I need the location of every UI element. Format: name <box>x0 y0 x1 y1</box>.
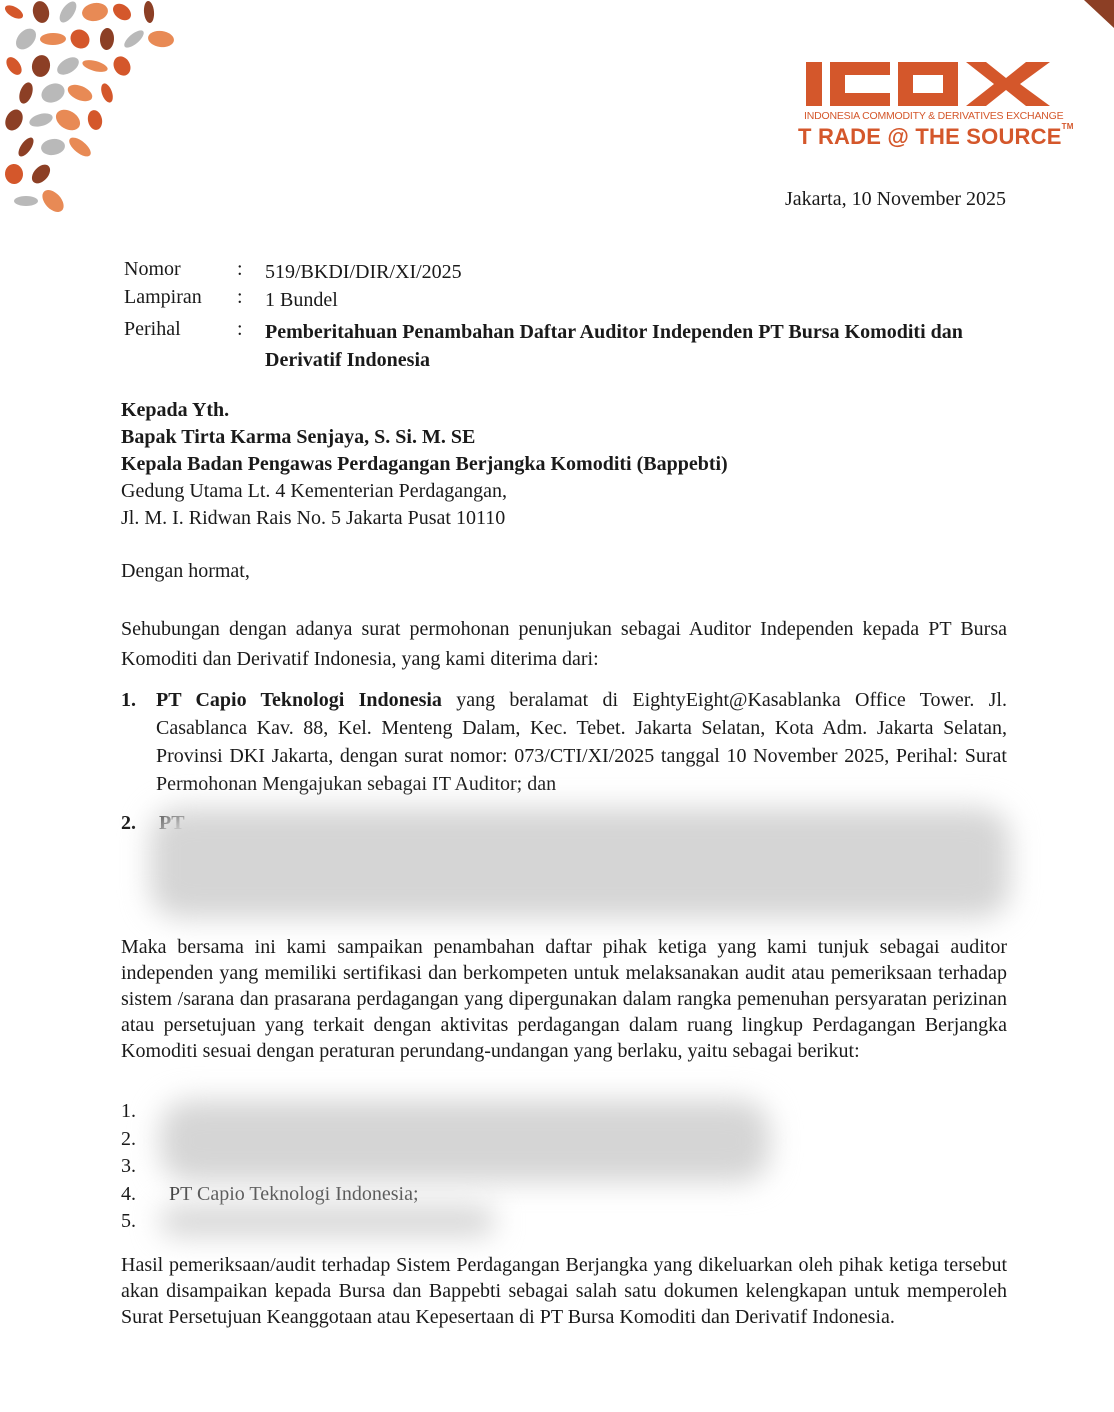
decorative-leaf-pattern <box>0 0 190 225</box>
decorative-leaf <box>54 54 82 79</box>
closing-paragraph: Hasil pemeriksaan/audit terhadap Sistem Perdagangan Berjangka yang dikeluarkan oleh pihak ketiga tersebut akan disampaikan kepada Bursa dan Bappebti sebagai salah satu dokumen kelengkapan untuk memperoleh Surat Persetujuan Keanggotaan atau Kepesertaan di PT Bursa Komoditi dan Derivatif Indonesia. <box>121 1254 1007 1328</box>
list-number: 1. <box>121 1100 136 1122</box>
decorative-leaf <box>16 135 37 159</box>
letter-date: Jakarta, 10 November 2025 <box>784 188 1006 210</box>
applicant-details: yang beralamat di EightyEight@Kasablanka Office Tower. Jl. Casablanca Kav. 88, Kel. Menteng Dalam, Kec. Tebet. Jakarta Selatan, Kota Adm. Jakarta Selatan, Provinsi DKI Jakarta, dengan surat nomor: 073/CTI/XI/2025 tanggal 10 November 2025, Perihal: Surat Permohonan Mengajukan sebagai IT Auditor; dan <box>156 689 1007 795</box>
decorative-leaf <box>56 0 79 25</box>
decorative-leaf <box>40 137 66 156</box>
recipient-name: Bapak Tirta Karma Senjaya, S. Si. M. SE <box>121 426 476 448</box>
recipient-block <box>121 397 728 532</box>
meta-value: 1 Bundel <box>265 289 338 311</box>
decorative-leaf <box>3 54 24 77</box>
redacted-auditors-1-3 <box>160 1100 770 1182</box>
meta-label: Nomor <box>124 258 181 280</box>
recipient-salutation: Kepada Yth. <box>121 399 230 421</box>
auditor-intro-paragraph: Maka bersama ini kami sampaikan penambahan daftar pihak ketiga yang kami tunjuk sebagai auditor independen yang memiliki sertifikasi dan berkompeten untuk melaksanakan audit atau pemeriksaan terhadap sistem /sarana dan prasarana perdagangan yang dipergunakan dalam rangka pemenuhan persyaratan perizinan atau persetujuan yang terkait dengan aktivitas perdagangan dalam ruang lingkup Perdagangan Berjangka Komoditi sesuai dengan peraturan perundang-undangan yang berlaku, yaitu sebagai berikut: <box>121 936 1007 1062</box>
trademark-mark: TM <box>1061 122 1074 131</box>
decorative-leaf <box>99 28 114 51</box>
decorative-leaf <box>2 107 26 134</box>
meta-row-number <box>124 258 1004 286</box>
decorative-leaf <box>122 27 147 50</box>
decorative-leaf <box>110 0 134 23</box>
decorative-leaf <box>66 134 94 160</box>
decorative-leaf <box>3 3 25 22</box>
icdx-wordmark <box>798 58 1058 110</box>
decorative-leaf <box>99 82 115 104</box>
logo-subtitle: INDONESIA COMMODITY & DERIVATIVES EXCHANGE <box>804 110 1064 122</box>
decorative-leaf <box>4 163 23 184</box>
meta-label: Perihal <box>124 318 181 340</box>
meta-colon: : <box>237 286 243 308</box>
applicant-text <box>156 686 1007 798</box>
decorative-leaf <box>40 33 66 45</box>
list-number: 2. <box>121 1127 136 1150</box>
recipient-address-line2: Jl. M. I. Ridwan Rais No. 5 Jakarta Pusat 10110 <box>121 507 506 529</box>
decorative-leaf <box>38 186 67 216</box>
decorative-leaf <box>28 111 54 129</box>
applicant-number: 1. <box>121 689 136 711</box>
decorative-leaf <box>81 58 109 74</box>
meta-value: 519/BKDI/DIR/XI/2025 <box>265 261 462 283</box>
decorative-leaf <box>143 1 155 24</box>
decorative-leaf <box>31 0 52 25</box>
decorative-leaf <box>28 161 53 187</box>
recipient-position: Kepala Badan Pengawas Perdagangan Berjangka Komoditi (Bappebti) <box>121 453 728 475</box>
decorative-leaf <box>17 81 36 106</box>
meta-colon: : <box>237 258 243 280</box>
applicant-number: 2. <box>121 812 136 834</box>
decorative-leaf <box>110 53 134 78</box>
list-text: PT Capio Teknologi Indonesia; <box>169 1182 419 1205</box>
page-corner-fold <box>1074 0 1114 30</box>
list-number: 5. <box>121 1210 136 1232</box>
decorative-leaf <box>67 26 94 53</box>
logo-tagline <box>798 124 1074 150</box>
recipient-address-line1: Gedung Utama Lt. 4 Kementerian Perdagangan, <box>121 480 507 502</box>
decorative-leaf <box>65 81 94 104</box>
decorative-leaf <box>52 106 84 135</box>
meta-subject-value: Pemberitahuan Penambahan Daftar Auditor Independen PT Bursa Komoditi dan Derivatif Indonesia <box>265 321 963 371</box>
intro-paragraph: Sehubungan dengan adanya surat permohonan penunjukan sebagai Auditor Independen kepada PT Bursa Komoditi dan Derivatif Indonesia, yang kami diterima dari: <box>121 618 1007 670</box>
decorative-leaf <box>86 109 104 131</box>
decorative-leaf <box>147 29 175 48</box>
decorative-leaf <box>14 196 38 206</box>
decorative-leaf <box>81 1 109 23</box>
meta-label: Lampiran <box>124 286 202 308</box>
greeting: Dengan hormat, <box>121 560 250 582</box>
tagline-text: T RADE @ THE SOURCE <box>798 124 1062 149</box>
letter-meta <box>124 258 1004 371</box>
redacted-applicant-2 <box>150 808 1010 918</box>
meta-row-subject <box>124 318 1004 371</box>
decorative-leaf <box>30 53 52 78</box>
applicant-company: PT Capio Teknologi Indonesia <box>156 689 442 711</box>
meta-colon: : <box>237 318 243 340</box>
meta-row-attachment <box>124 286 1004 314</box>
decorative-leaf <box>38 80 67 106</box>
icdx-logo <box>798 58 1078 158</box>
list-number: 4. <box>121 1182 136 1205</box>
decorative-leaf <box>12 25 40 54</box>
list-number: 3. <box>121 1155 136 1177</box>
redacted-auditor-5 <box>160 1206 495 1236</box>
